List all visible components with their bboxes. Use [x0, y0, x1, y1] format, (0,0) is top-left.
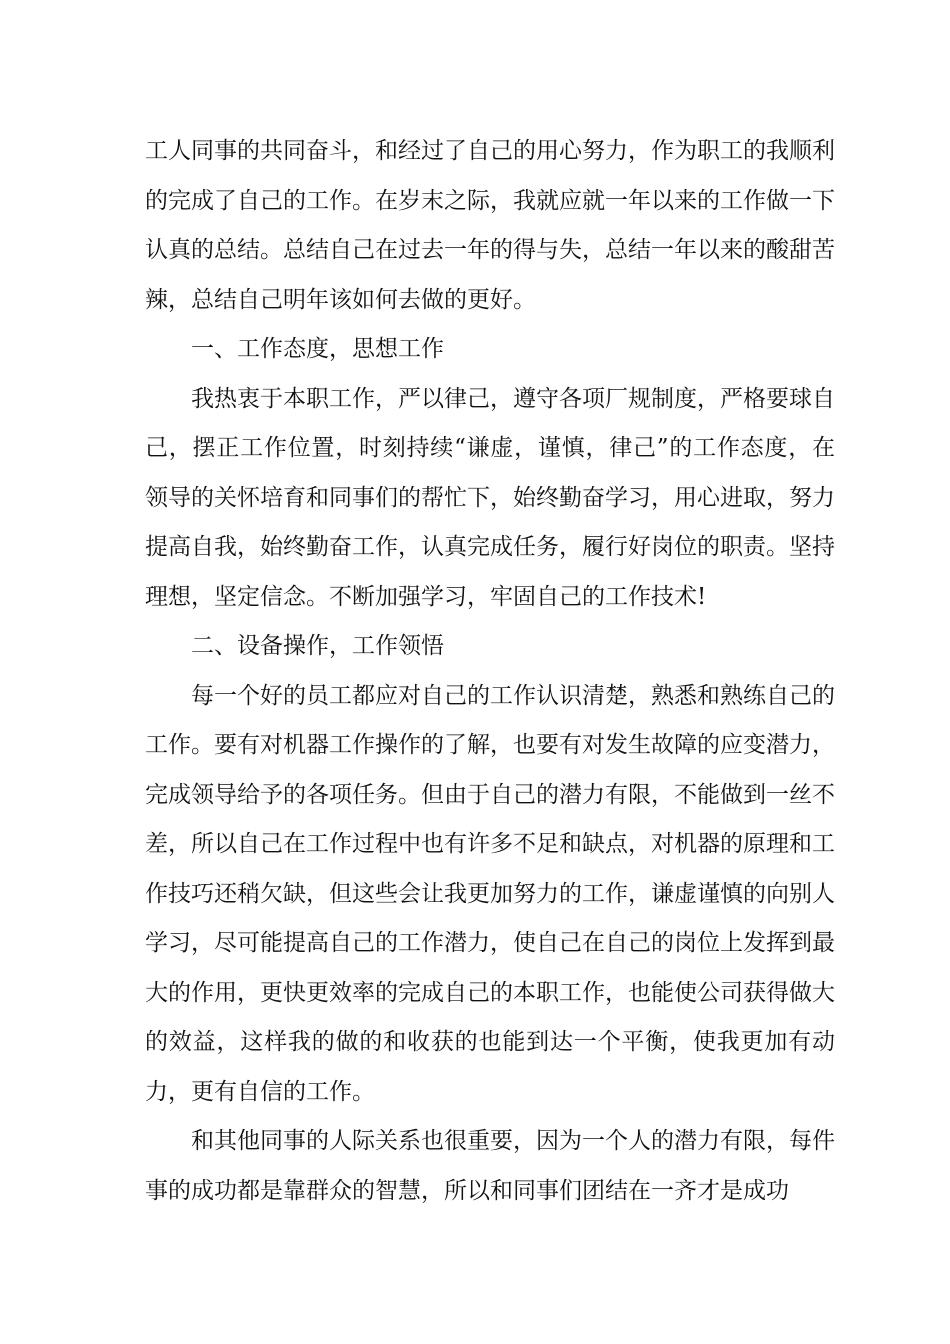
paragraph-intro: 工人同事的共同奋斗，和经过了自己的用心努力，作为职工的我顺利的完成了自己的工作。在岁末之际，我就应就一年以来的工作做一下认真的总结。总结自己在过去一年的得与失，总结一年以来的酸甜苦辣，总结自己明年该如何去做的更好。 — [145, 138, 835, 313]
section-heading-2: 二、设备操作，工作领悟 — [191, 633, 444, 659]
document-body — [145, 127, 835, 1216]
paragraph-colleagues: 和其他同事的人际关系也很重要，因为一个人的潜力有限，每件事的成功都是靠群众的智慧，所以和同事们团结在一齐才是成功 — [145, 1128, 835, 1204]
paragraph-attitude: 我热衷于本职工作，严以律己，遵守各项厂规制度，严格要球自己，摆正工作位置，时刻持续“谦虚，谨慎，律己”的工作态度，在领导的关怀培育和同事们的帮忙下，始终勤奋学习，用心进取，努力提高自我，始终勤奋工作，认真完成任务，履行好岗位的职责。坚持理想，坚定信念。不断加强学习，牢固自己的工作技术! — [145, 385, 835, 610]
paragraph-equipment: 每一个好的员工都应对自己的工作认识清楚，熟悉和熟练自己的工作。要有对机器工作操作的了解，也要有对发生故障的应变潜力，完成领导给予的各项任务。但由于自己的潜力有限，不能做到一丝不差，所以自己在工作过程中也有许多不足和缺点，对机器的原理和工作技巧还稍欠缺，但这些会让我更加努力的工作，谦虚谨慎的向别人学习，尽可能提高自己的工作潜力，使自己在自己的岗位上发挥到最大的作用，更快更效率的完成自己的本职工作，也能使公司获得做大的效益，这样我的做的和收获的也能到达一个平衡，使我更加有动力，更有自信的工作。 — [145, 682, 835, 1105]
section-heading-1: 一、工作态度，思想工作 — [191, 336, 444, 362]
